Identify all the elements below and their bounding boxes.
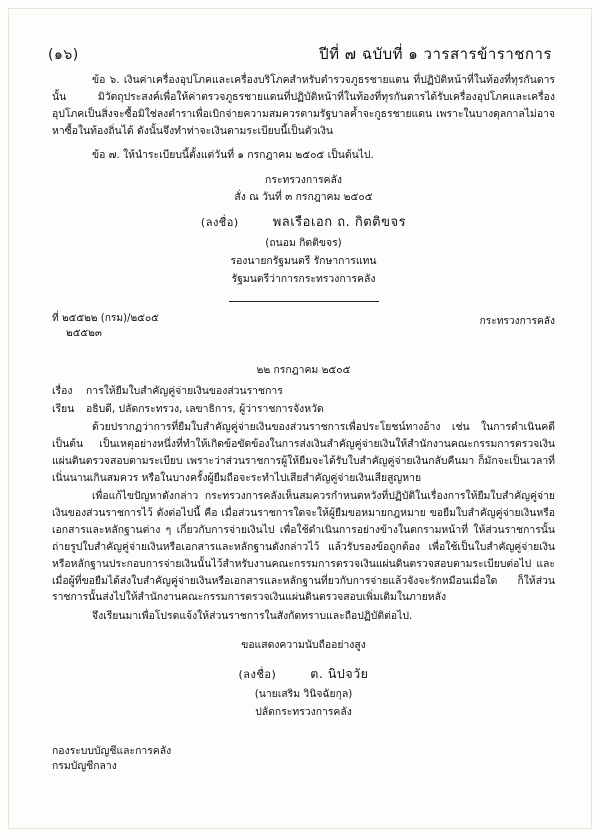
signature-line-1 — [52, 212, 555, 233]
issuing-authority: กระทรวงการคลัง — [265, 174, 342, 187]
memo-paragraph-2: เพื่อแก้ไขปัญหาดังกล่าว กระทรวงการคลังเห็นสมควรกำหนดหวังที่ปฏิบัติในเรื่องการให้ยืมใบสำคัญคู่จ่ายเงินของส่วนราชการไว้ ดังต่อไปนี้ คือ เมื่อส่วนราชการใดจะให้ผู้ยืมขอหมายกฎหมาย ขอยืมใบสำคัญคู่จ่ายเงินหรือเอกสารและหลักฐานต่าง ๆ เกี่ยวกับการจ่ายเงินไป เพื่อใช้ดำเนินการอย่างข้างในตกรามหน้าที่ ให้ส่วนราชการนั้นถ่ายรูปใบสำคัญคู่จ่ายเงินหรือเอกสารและหลักฐานดังกล่าวไว้ แล้วรับรองข้อถูกต้อง เพื่อใช้เป็นใบสำคัญคู่จ่ายเงินหรือหลักฐานประกอบการจ่ายเงินนั้นไว้สำหรับงานคณะกรรมการตรวจเงินแผ่นดินตรวจสอบตามระเบียบต่อไป และเมื่อผู้ที่ขอยืมได้ส่งใบสำคัญคู่จ่ายเงินหรือเอกสารและหลักฐานที่ยวกับการจ่ายแล้วจังจะรักหมือนเมื่อใด ก็ให้ส่วนราชการนั้นส่งไปให้สำนักงานคณะกรรมการตรวจเงินแผ่นดินตรวจสอบเพิ่มเติมในภายหลัง — [52, 490, 555, 604]
memo-office: กระทรวงการคลัง — [479, 316, 555, 328]
memo-header — [52, 312, 555, 346]
memo-paragraph-3: จึงเรียนมาเพื่อโปรดแจ้งให้ส่วนราชการในสังกัดทราบและถือปฏิบัติต่อไป. — [92, 610, 413, 623]
memo-ref-number-2: ๒๕๕๒๓ — [66, 328, 102, 340]
signer-position-1a: รองนายกรัฐมนตรี รักษาการแทน — [230, 254, 377, 267]
signed-label-2: (ลงชื่อ) — [238, 667, 277, 681]
memo-recipient-value: อธิบดี, ปลัดกระทรวง, เลขาธิการ, ผู้ว่าราชการจังหวัด — [86, 403, 324, 416]
memo-ref-suffix: (กรม)/๒๕๐๕ — [100, 313, 159, 325]
signer-position-1b: รัฐมนตรีว่าการกระทรวงการคลัง — [231, 272, 376, 285]
footer-division: กรมบัญชีกลาง — [52, 760, 117, 773]
memo-ref-line-1 — [52, 312, 159, 327]
signature-block-minister — [52, 212, 555, 288]
signed-label-1: (ลงชื่อ) — [200, 215, 239, 229]
issue-date: สั่ง ณ วันที่ ๓ กรกฎาคม ๒๕๐๕ — [234, 191, 373, 204]
clause-6: ข้อ ๖. เงินค่าเครื่องอุปโภคและเครื่องบริโภคสำหรับตำรวจภูธรชายแดน ที่ปฏิบัติหน้าที่ในท้องที่ทุรกันดารนั้น มิวัตถุประสงค์เพื่อให้ค่าตรวจภูธรชายแดนที่ปฏิบัติหน้าที่ในท้องที่ทุรกันดารได้รับเครื่องอุปโภคและเครื่องอุปโภคเป็นสิ่งจะซื้อมิใช่ลงตำราเพื่อเบิกจ่ายความสมควรตามรัฐบาลค้ำจะกูธรชายแดน เพราะในบางดุลกาลไม่อาจหาซื้อในท้องถิ่นได้ ดังนั้นจึงทำท่าจะเงินตามระเบียบนี้เป็นตัวเงิน — [52, 74, 555, 137]
page-header — [48, 42, 552, 66]
section-divider — [229, 301, 379, 302]
signature-line-2 — [52, 664, 555, 684]
memo-ref-number-1: ที่ ๒๕๕๒๒ — [52, 313, 98, 325]
memo-subject-value: การให้ยืมใบสำคัญคู่จ่ายเงินของส่วนราชการ — [86, 385, 283, 398]
signer-paren-name-2: (นายเสริม วินิจฉัยกุล) — [254, 688, 353, 701]
footer-department: กองระบบบัญชีและการคลัง — [52, 744, 172, 757]
memo-subject-label: เรื่อง — [52, 385, 73, 398]
memo-date: ๒๒ กรกฎาคม ๒๕๐๕ — [256, 364, 351, 377]
memo-reference — [52, 312, 159, 342]
signer-paren-name-1: (ถนอม กิตติขจร) — [265, 236, 342, 249]
memo-paragraph-1: ด้วยปรากฏว่าการที่ยืมใบสำคัญคู่จ่ายเงินของส่วนราชการเพื่อประโยชน์ทางอ้าง เช่น ในการดำเนินคดีเป็นต้น เป็นเหตุอย่างหนึ่งที่ทำให้เกิดข้อขัดข้องในการส่งเงินสำคัญคู่จ่ายเงินให้สำนักงานคณะกรรมการตรวจเงินแผ่นดินตรวจสอบตามระเบียบ เพราะว่าส่วนราชการผู้ให้ยืมจะได้รับใบสำคัญคู่จ่ายเงินกลับคืนมา ก็มักจะเป็นเวลาที่เนิ่นนานเกินสมควร หรือในบางครั้งผู้ยืมถือจะระทำไปเสียสำคัญคู่จ่ายเงินเสียสูญหาย — [52, 421, 555, 484]
signer-name-1: พลเรือเอก ถ. กิตติขจร — [272, 214, 407, 230]
signer-name-2: ต. นิปจวัย — [310, 665, 369, 681]
clause-7: ข้อ ๗. ให้นำระเบียบนี้ตั้งแต่วันที่ ๑ กรกฎาคม ๒๕๐๕ เป็นต้นไป. — [92, 149, 374, 162]
memo-recipient-row — [52, 401, 555, 418]
signature-block-permanent-secretary — [52, 664, 555, 721]
memo-recipient-label: เรียน — [52, 403, 75, 416]
document-body — [52, 72, 555, 722]
journal-title: ปีที่ ๗ ฉบับที่ ๑ วารสารข้าราชการ — [319, 45, 552, 63]
page-number: (๑๖) — [48, 47, 79, 63]
document-footer — [52, 744, 171, 775]
signer-position-2: ปลัดกระทรวงการคลัง — [255, 706, 352, 719]
memo-closing: ขอแสดงความนับถืออย่างสูง — [241, 639, 366, 652]
memo-subject-row — [52, 383, 555, 400]
